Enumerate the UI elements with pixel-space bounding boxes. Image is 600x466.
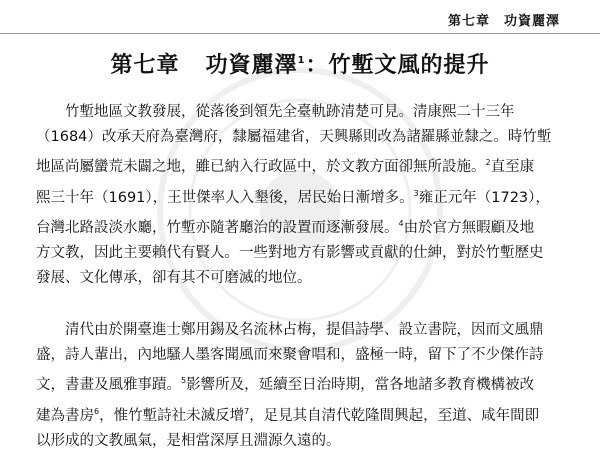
text-segment: 雍正元年（1723），: [418, 189, 550, 206]
text-line: [36, 100, 570, 125]
text-segment: ，惟竹塹詩社未滅反增: [99, 407, 245, 424]
paragraph-1: [36, 100, 570, 291]
text-segment: 文，書畫及風雅事蹟。: [36, 377, 181, 394]
footnote-ref: 7: [244, 406, 250, 416]
text-line: [36, 150, 570, 180]
running-header-text: [434, 10, 560, 29]
chapter-title: [0, 48, 600, 79]
text-segment: 竹塹地區文教發展，從落後到領先全臺軌跡清楚可見。清康熙二十三年: [65, 104, 515, 120]
text-segment: （1684）改承天府為臺灣府，隸屬福建省，天興縣則改為諸羅縣並隸之。時竹塹: [36, 129, 552, 146]
text-segment: 發展、文化傳承，卻有其不可磨滅的地位。: [36, 270, 312, 287]
text-segment: 影響所及，延續至日治時期，當各地諸多教育機構被改: [186, 377, 535, 394]
text-line: [36, 211, 570, 241]
text-segment: 直至康: [490, 159, 535, 176]
text-segment: 地區尚屬蠻荒未闢之地，雖已納入行政區中，於文教方面卻無所設施。: [36, 159, 486, 176]
chapter-name: 功資麗澤: [205, 53, 298, 78]
footnote-ref: 3: [413, 188, 419, 198]
text-segment: 清代由於開臺進士鄭用錫及名流林占梅，提倡詩學、設立書院，因而文風鼎: [65, 322, 544, 338]
text-line: [36, 266, 570, 291]
footnote-ref: 2: [485, 158, 491, 168]
text-line: [36, 399, 570, 429]
header-title: 功資麗澤: [503, 14, 560, 29]
running-header: [0, 0, 600, 34]
text-segment: 盛，詩人輩出，內地騷人墨客聞風而來聚會唱和，盛極一時，留下了不少傑作詩: [36, 347, 544, 364]
footnote-ref: 1: [297, 55, 306, 66]
text-segment: 建為書房: [36, 407, 94, 424]
text-line: [36, 125, 570, 150]
header-divider: [0, 33, 600, 34]
text-segment: ，足見其自清代乾隆間興起，至道、咸年間即: [249, 407, 540, 424]
chapter-subtitle: ：竹塹文風的提升: [305, 53, 490, 78]
text-segment: 熙三十年（1691），王世傑率人入墾後，居民始日漸增多。: [36, 189, 414, 206]
text-line: [36, 318, 570, 343]
text-line: [36, 343, 570, 368]
text-segment: 台灣北路設淡水廳，竹塹亦隨著廳治的設置而逐漸發展。: [36, 219, 399, 236]
chapter-number: 第七章: [110, 53, 180, 78]
footnote-ref: 4: [398, 218, 404, 228]
text-line: [36, 241, 570, 266]
text-line: [36, 181, 570, 211]
text-segment: 由於官方無暇顧及地: [403, 219, 535, 236]
text-line: [36, 368, 570, 398]
text-segment: 方文教，因此主要賴代有賢人。一些對地方有影響或貢獻的仕紳，對於竹塹歷史: [36, 245, 544, 262]
footnote-ref: 6: [94, 406, 100, 416]
text-line: [36, 429, 570, 454]
text-segment: 以形成的文教風氣，是相當深厚且淵源久遠的。: [36, 432, 341, 449]
paragraph-2: [36, 318, 570, 454]
footnote-ref: 5: [181, 376, 187, 386]
header-chapter: 第七章: [447, 14, 490, 29]
